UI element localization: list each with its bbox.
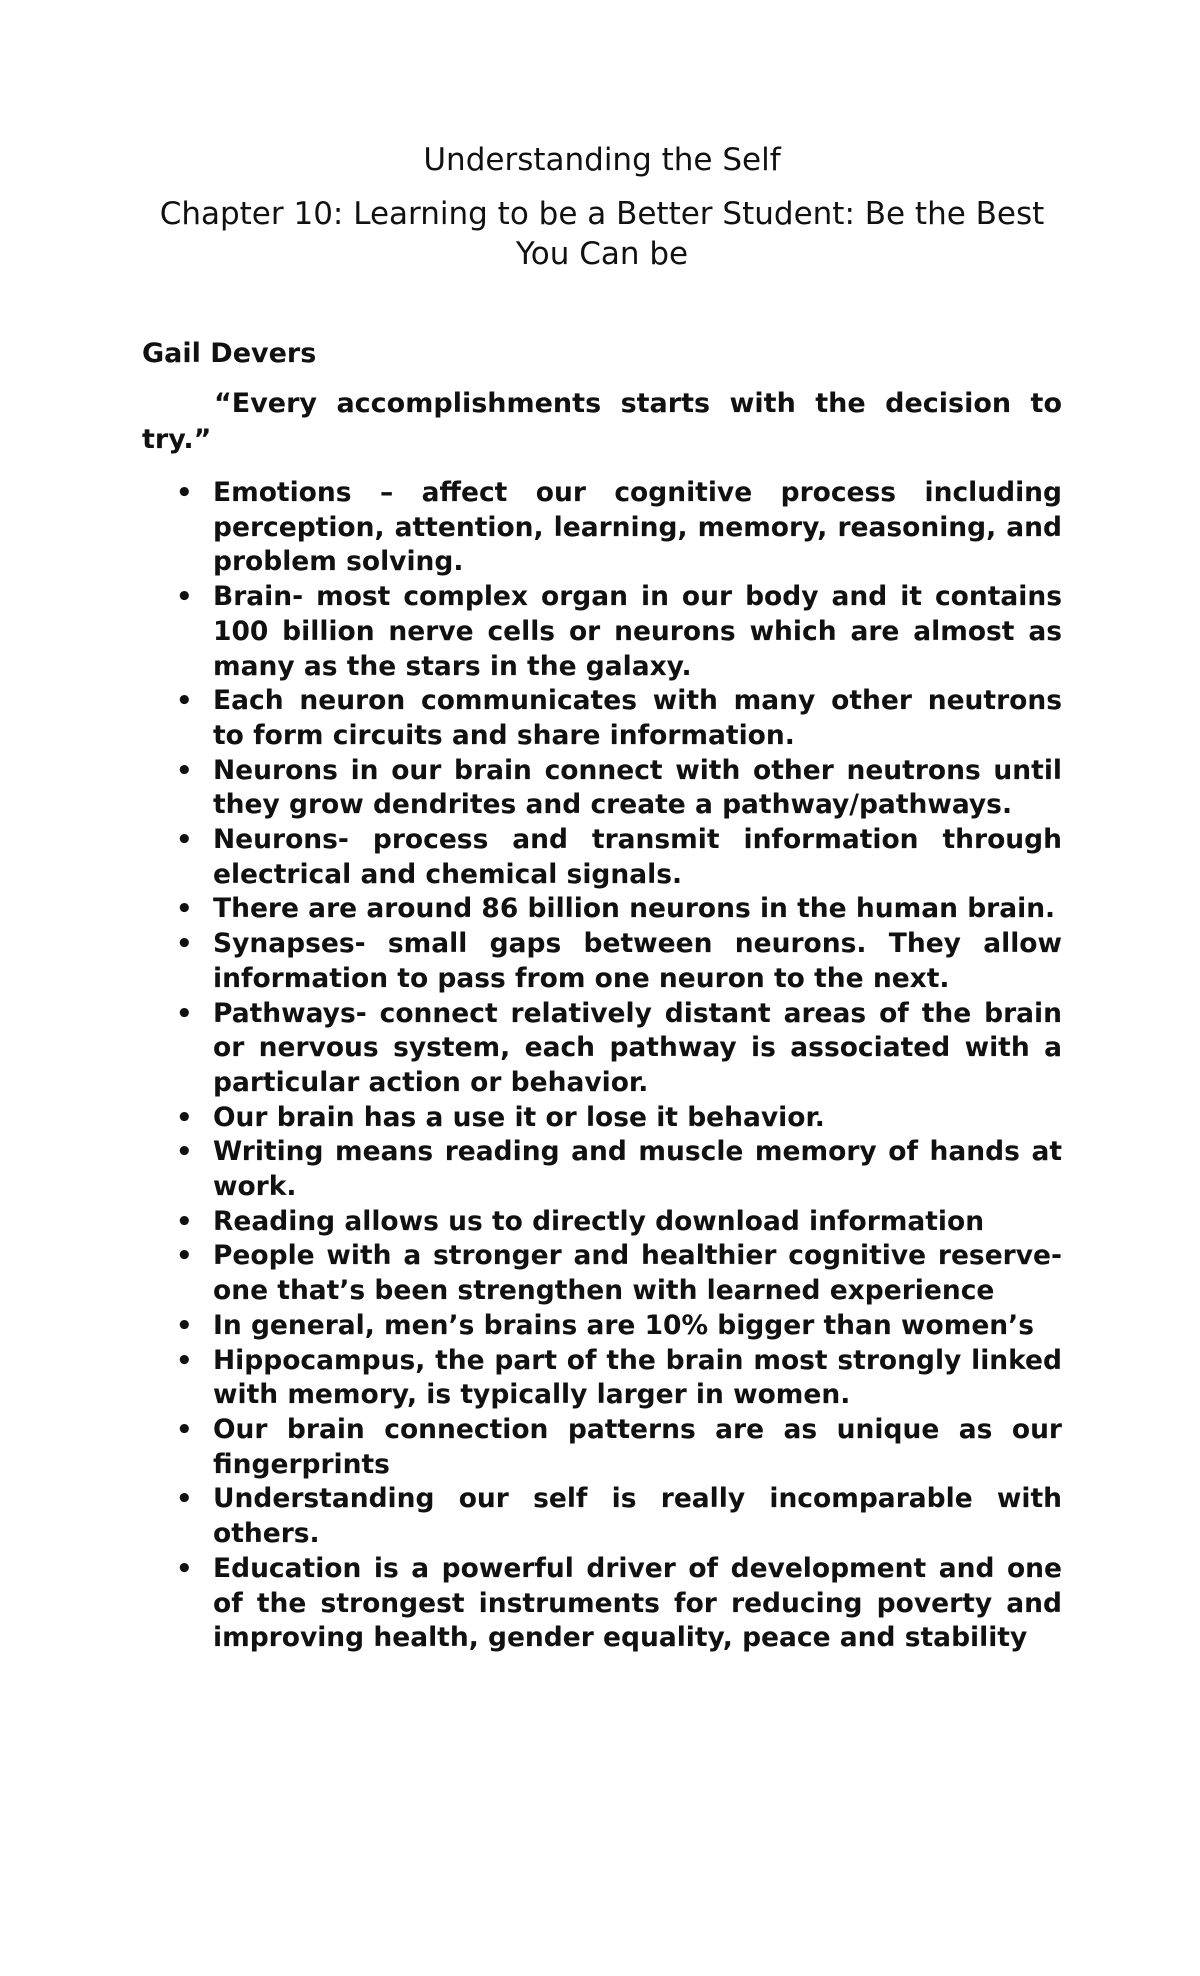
list-item-text: Each neuron communicates with many other neutrons to form circuits and share information. bbox=[213, 685, 1062, 751]
bullet-icon: • bbox=[176, 1102, 193, 1133]
bullet-icon: • bbox=[176, 998, 193, 1029]
list-item-text: Our brain connection patterns are as unique as our fingerprints bbox=[213, 1413, 1062, 1480]
bullet-icon: • bbox=[176, 582, 193, 613]
list-item bbox=[142, 1135, 1062, 1204]
bullet-icon: • bbox=[176, 1137, 193, 1168]
list-item-text: People with a stronger and healthier cognitive reserve- one that’s been strengthen with learned experience bbox=[213, 1240, 1062, 1307]
list-item bbox=[142, 1101, 1062, 1136]
list-item-text: Emotions – affect our cognitive process including perception, attention, learning, memory, reasoning, and problem solving. bbox=[213, 477, 1062, 578]
list-item-text: Brain- most complex organ in our body and it contains 100 billion nerve cells or neurons which are almost as many as the stars in the galaxy. bbox=[213, 581, 1062, 682]
list-item-text: There are around 86 billion neurons in the human brain. bbox=[213, 893, 1056, 925]
list-item bbox=[142, 1309, 1062, 1344]
list-item-text: Education is a powerful driver of development and one of the strongest instruments for reducing poverty and improving health, gender equality, peace and stability bbox=[213, 1552, 1062, 1654]
bullet-list bbox=[142, 476, 1062, 1656]
bullet-icon: • bbox=[176, 1310, 193, 1341]
list-item-text: Synapses- small gaps between neurons. They allow information to pass from one neuron to the next. bbox=[213, 928, 1062, 994]
quote-text: “Every accomplishments starts with the decision to try.” bbox=[142, 388, 1062, 455]
list-item bbox=[142, 1413, 1062, 1482]
list-item bbox=[142, 1482, 1062, 1551]
list-item bbox=[142, 1239, 1062, 1308]
list-item bbox=[142, 997, 1062, 1101]
list-item bbox=[142, 684, 1062, 753]
bullet-icon: • bbox=[176, 1414, 193, 1445]
bullet-icon: • bbox=[176, 894, 193, 925]
bullet-icon: • bbox=[176, 825, 193, 856]
bullet-icon: • bbox=[176, 755, 193, 786]
bullet-icon: • bbox=[176, 929, 193, 960]
document-body bbox=[142, 336, 1062, 1656]
list-item-text: Pathways- connect relatively distant areas of the brain or nervous system, each pathway is associated with a particular action or behavior. bbox=[213, 997, 1062, 1098]
list-item-text: In general, men’s brains are 10% bigger than women’s bbox=[213, 1309, 1034, 1341]
list-item-text: Understanding our self is really incomparable with others. bbox=[213, 1483, 1062, 1550]
list-item bbox=[142, 476, 1062, 580]
bullet-icon: • bbox=[176, 1345, 193, 1376]
quote-author: Gail Devers bbox=[142, 338, 317, 369]
list-item bbox=[142, 754, 1062, 823]
list-item-text: Hippocampus, the part of the brain most strongly linked with memory, is typically larger in women. bbox=[213, 1344, 1062, 1411]
list-item-text: Writing means reading and muscle memory of hands at work. bbox=[213, 1136, 1062, 1203]
list-item bbox=[142, 1344, 1062, 1413]
bullet-icon: • bbox=[176, 686, 193, 717]
document-title: Understanding the Self bbox=[423, 142, 781, 178]
list-item bbox=[142, 927, 1062, 996]
list-item-text: Neurons- process and transmit information through electrical and chemical signals. bbox=[213, 824, 1062, 890]
list-item bbox=[142, 1552, 1062, 1656]
bullet-icon: • bbox=[176, 478, 193, 508]
list-item bbox=[142, 580, 1062, 684]
list-item bbox=[142, 1205, 1062, 1240]
bullet-icon: • bbox=[176, 1553, 193, 1584]
chapter-heading: Chapter 10: Learning to be a Better Student: Be the Best You Can be bbox=[159, 196, 1045, 272]
document-header bbox=[142, 140, 1062, 274]
list-item-text: Reading allows us to directly download information bbox=[213, 1205, 985, 1237]
bullet-icon: • bbox=[176, 1484, 193, 1515]
bullet-icon: • bbox=[176, 1206, 193, 1237]
list-item-text: Our brain has a use it or lose it behavior. bbox=[213, 1101, 825, 1133]
list-item bbox=[142, 892, 1062, 927]
list-item-text: Neurons in our brain connect with other neutrons until they grow dendrites and create a pathway/pathways. bbox=[213, 754, 1062, 821]
bullet-icon: • bbox=[176, 1241, 193, 1272]
list-item bbox=[142, 823, 1062, 892]
